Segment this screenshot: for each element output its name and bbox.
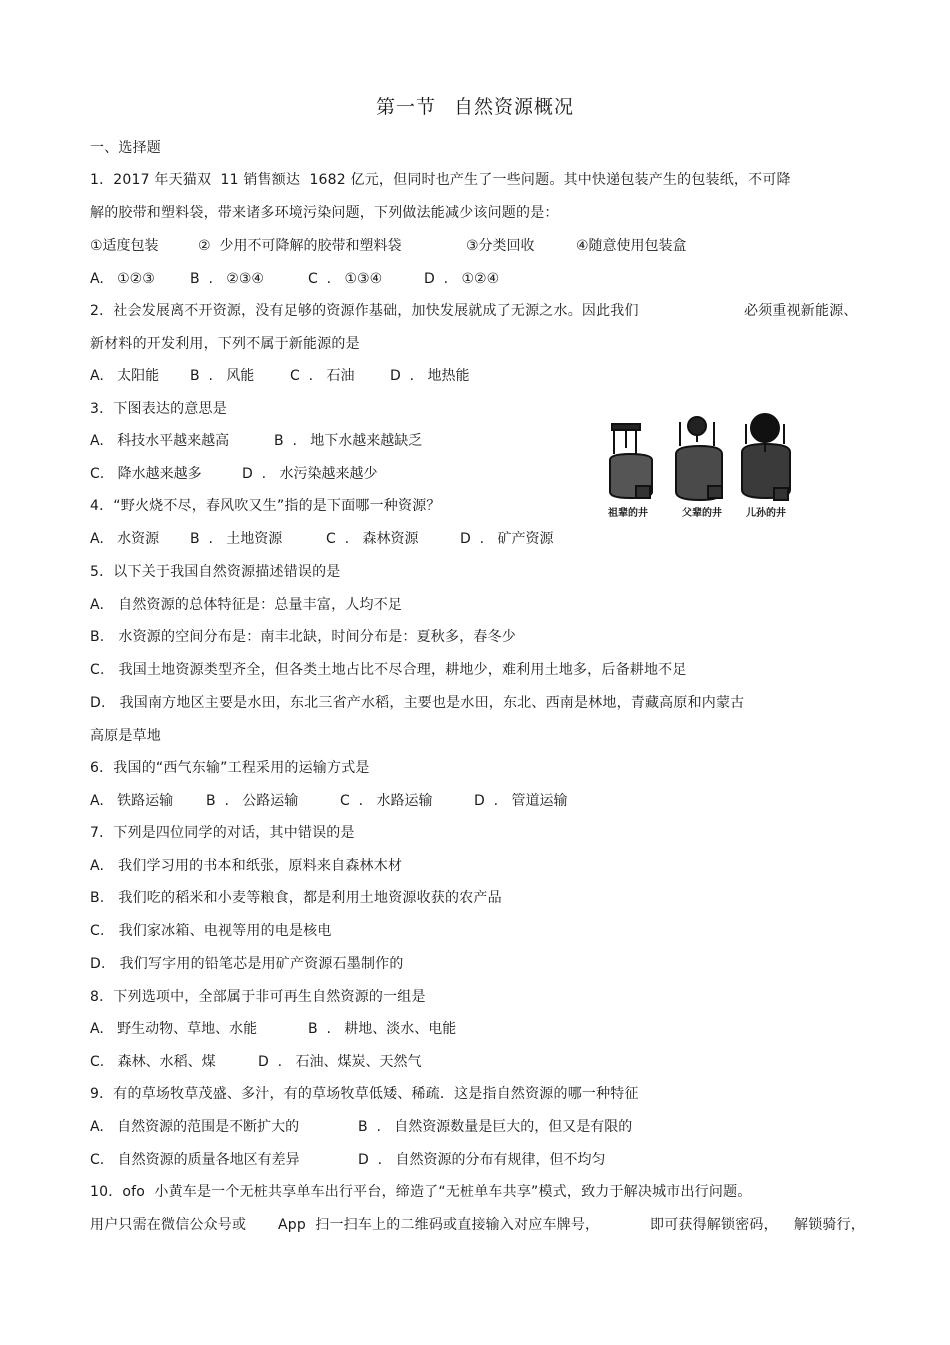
q2-stem-line1a: 2．社会发展离不开资源，没有足够的资源作基础，加快发展就成了无源之水。因此我们 (90, 303, 639, 319)
q6-option-b: B . 公路运输 (206, 793, 299, 809)
q7-option-b: B. 我们吃的稻米和小麦等粮食，都是利用土地资源收获的农产品 (90, 890, 502, 906)
q1-item-3: ③分类回收 (466, 238, 535, 254)
q9-option-b: B . 自然资源数量是巨大的，但又是有限的 (358, 1119, 633, 1135)
q5-option-b: B. 水资源的空间分布是：南丰北缺，时间分布是：夏秋多，春冬少 (90, 629, 517, 645)
q3-option-d: D . 水污染越来越少 (242, 466, 378, 482)
q4-option-d: D . 矿产资源 (460, 531, 554, 547)
well-label-ancestor: 祖辈的井 (608, 508, 648, 519)
q10-stem-line2a: 用户只需在微信公众号或 (90, 1217, 247, 1233)
q6-option-d: D . 管道运输 (474, 793, 568, 809)
q10-stem-line2c: 即可获得解锁密码， (650, 1217, 778, 1233)
q3-option-b: B . 地下水越来越缺乏 (274, 433, 423, 449)
q1-option-d: D . ①②④ (424, 271, 500, 287)
q3-stem: 3．下图表达的意思是 (90, 401, 227, 417)
q2-option-d: D . 地热能 (390, 368, 470, 384)
parent-well-icon (676, 417, 722, 500)
q4-stem: 4．“野火烧不尽，春风吹又生”指的是下面哪一种资源？ (90, 498, 441, 514)
well-label-grandchild: 儿孙的井 (746, 508, 786, 519)
q8-option-c: C. 森林、水稻、煤 (90, 1054, 216, 1070)
q2-stem-line1b: 必须重视新能源、 (744, 303, 858, 319)
grandchild-well-icon (742, 414, 790, 500)
q3-wells-figure (600, 412, 800, 522)
q1-option-c: C . ①③④ (308, 271, 383, 287)
q2-option-b: B . 风能 (190, 368, 255, 384)
q4-option-a: A. 水资源 (90, 531, 160, 547)
q4-option-c: C . 森林资源 (326, 531, 419, 547)
q2-stem-line2: 新材料的开发利用，下列不属于新能源的是 (90, 336, 360, 352)
title-section-number: 第一节 (375, 96, 436, 118)
q7-option-d: D. 我们写字用的铅笔芯是用矿产资源石墨制作的 (90, 956, 404, 972)
q7-option-c: C. 我们家冰箱、电视等用的电是核电 (90, 923, 332, 939)
q5-option-a: A. 自然资源的总体特征是：总量丰富，人均不足 (90, 597, 403, 613)
ancestor-well-icon (610, 424, 652, 498)
q9-stem: 9．有的草场牧草茂盛、多汁，有的草场牧草低矮、稀疏．这是指自然资源的哪一种特征 (90, 1086, 639, 1102)
q9-option-c: C. 自然资源的质量各地区有差异 (90, 1152, 300, 1168)
q1-item-4: ④随意使用包装盒 (576, 238, 687, 254)
page-title (0, 92, 950, 119)
well-label-parent: 父辈的井 (682, 508, 722, 519)
q9-option-a: A. 自然资源的范围是不断扩大的 (90, 1119, 300, 1135)
q4-option-b: B . 土地资源 (190, 531, 283, 547)
wells-illustration (600, 412, 800, 504)
q6-option-a: A. 铁路运输 (90, 793, 174, 809)
q8-option-b: B . 耕地、淡水、电能 (308, 1021, 457, 1037)
q1-option-b: B . ②③④ (190, 271, 264, 287)
q2-option-c: C . 石油 (290, 368, 355, 384)
q10-stem-line1: 10．ofo 小黄车是一个无桩共享单车出行平台，缔造了“无桩单车共享”模式，致力于解决城市出行问题。 (90, 1184, 752, 1200)
title-text: 自然资源概况 (454, 96, 575, 118)
q5-stem: 5．以下关于我国自然资源描述错误的是 (90, 564, 341, 580)
q1-stem-line2: 解的胶带和塑料袋，带来诸多环境污染问题，下列做法能减少该问题的是： (90, 205, 559, 221)
q1-stem-line1: 1．2017 年天猫双 11 销售额达 1682 亿元，但同时也产生了一些问题。其中快递包装产生的包装纸，不可降 (90, 172, 791, 188)
q6-option-c: C . 水路运输 (340, 793, 433, 809)
q5-option-d-line2: 高原是草地 (90, 728, 161, 744)
q1-item-2: ② 少用不可降解的胶带和塑料袋 (198, 238, 402, 254)
q2-option-a: A. 太阳能 (90, 368, 160, 384)
q8-option-d: D . 石油、煤炭、天然气 (258, 1054, 422, 1070)
q8-option-a: A. 野生动物、草地、水能 (90, 1021, 258, 1037)
q5-option-d-line1: D. 我国南方地区主要是水田，东北三省产水稻，主要也是水田，东北、西南是林地，青藏高原和内蒙古 (90, 695, 745, 711)
q3-option-a: A. 科技水平越来越高 (90, 433, 230, 449)
q1-item-1: ①适度包装 (90, 238, 159, 254)
q7-option-a: A. 我们学习用的书本和纸张，原料来自森林木材 (90, 858, 403, 874)
q3-option-c: C. 降水越来越多 (90, 466, 202, 482)
q10-stem-line2d: 解锁骑行， (794, 1217, 865, 1233)
q1-option-a: A. ①②③ (90, 271, 155, 287)
q6-stem: 6．我国的“西气东输”工程采用的运输方式是 (90, 760, 370, 776)
q8-stem: 8．下列选项中，全部属于非可再生自然资源的一组是 (90, 989, 426, 1005)
section-heading: 一、选择题 (90, 140, 161, 156)
q9-option-d: D . 自然资源的分布有规律，但不均匀 (358, 1152, 606, 1168)
q7-stem: 7．下列是四位同学的对话，其中错误的是 (90, 825, 355, 841)
q10-stem-line2b: App 扫一扫车上的二维码或直接输入对应车牌号， (278, 1217, 600, 1233)
q5-option-c: C. 我国土地资源类型齐全，但各类土地占比不尽合理，耕地少，难利用土地多，后备耕地不足 (90, 662, 687, 678)
